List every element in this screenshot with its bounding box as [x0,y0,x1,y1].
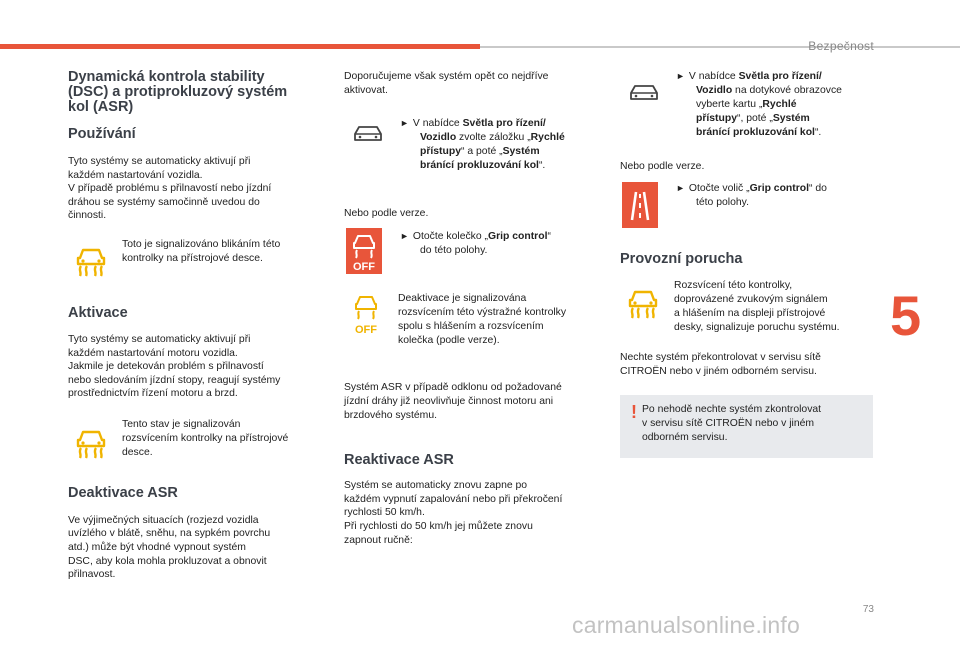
deactivation-text-line: atd.) může být vhodné vypnout systém [68,542,246,553]
chapter-number: 5 [890,284,922,347]
intro-line: Doporučujeme však systém opět co nejdříve [344,71,549,82]
road-lanes-icon [622,182,658,228]
activation-icon-text: desce. [122,447,153,458]
deact-signal-line: Deaktivace je signalizována [398,293,527,304]
traction-warning-icon [626,284,660,320]
header-divider [480,46,960,48]
deact-signal-line: spolu s hlášením a rozsvícením [398,321,544,332]
asr-note-line: jízdní dráhy již neovlivňuje činnost motoru ani [344,396,554,407]
check-line: CITROËN nebo v jiném odborném servisu. [620,366,817,377]
activation-icon-text: Tento stav je signalizován [122,419,241,430]
traction-warning-icon [74,242,108,278]
activation-text-line: Jakmile je detekován problém s přilnavostí [68,361,264,372]
react-line: zapnout ručně: [344,535,413,546]
fault-icon-line: Rozsvícení této kontrolky, [674,280,793,291]
page-title-line3: kol (ASR) [68,99,134,115]
usage-text-line: Tyto systémy se automaticky aktivují při [68,156,251,167]
deactivation-text-line: uvízlého v blátě, sněhu, na sypkém povrchu [68,528,271,539]
usage-heading: Používání [68,126,136,142]
usage-text-line: V případě problému s přilnavostí nebo jízdní [68,183,272,194]
warning-exclamation-icon: ! [631,402,637,422]
deactivation-text-line: Ve výjimečných situacích (rozjezd vozidla [68,515,259,526]
check-line: Nechte systém překontrolovat v servisu sítě [620,352,821,363]
activation-text-line: Tyto systémy se automaticky aktivují při [68,334,251,345]
grip-step-line: této polohy. [696,197,749,208]
usage-text-line: činnosti. [68,210,107,221]
asr-note-line: brzdového systému. [344,410,437,421]
watermark-text: carmanualsonline.info [572,612,800,638]
deactivation-heading: Deaktivace ASR [68,485,178,501]
deact-signal-line: rozsvícením této výstražné kontrolky [398,307,567,318]
react-line: každém vypnutí zapalování nebo při překročení [344,494,563,505]
menu-step-line: Vozidlo zvolte záložku „Rychlé [420,132,565,143]
or-version-text: Nebo podle verze. [344,208,429,219]
menu-step-line: Vozidlo na dotykové obrazovce [696,85,842,96]
usage-text-line: každém nastartování vozidla. [68,170,203,181]
activation-text-line: prostřednictvím řízení motoru a brzd. [68,388,238,399]
traction-warning-icon [74,424,108,460]
react-line: rychlosti 50 km/h. [344,507,425,518]
grip-step-line: ► Otočte volič „Grip control“ do [676,183,827,194]
fault-icon-line: a hlášením na displeji přístrojové [674,308,826,319]
off-label-warning: OFF [355,324,377,336]
menu-step-line: bránící prokluzování kol“. [420,160,546,171]
fault-icon-line: doprovázené zvukovým signálem [674,294,828,305]
step-arrow-icon: ► [676,183,685,193]
fault-icon-line: desky, signalizuje poruchu systému. [674,322,840,333]
usage-text-line: dráhou se systémy samočinně uvedou do [68,197,260,208]
menu-step-line: ► V nabídce Světla pro řízení/ [400,118,546,129]
header-accent-bar [0,44,480,49]
asr-note-line: Systém ASR v případě odklonu od požadované [344,382,562,393]
menu-step-line: ► V nabídce Světla pro řízení/ [676,71,822,82]
traction-off-icon [346,228,382,274]
grip-step-line: ► Otočte kolečko „Grip control“ [400,231,551,242]
deactivation-text-line: přilnavost. [68,569,116,580]
step-arrow-icon: ► [400,231,409,241]
activation-heading: Aktivace [68,305,128,321]
menu-step-line: přístupy“, poté „Systém [696,113,810,124]
step-arrow-icon: ► [676,71,685,81]
traction-off-badge [346,228,382,274]
deactivation-text-line: DSC, aby kola mohla prokluzovat a obnovit [68,556,267,567]
step-arrow-icon: ► [400,118,409,128]
deact-signal-line: kolečka (podle verze). [398,335,500,346]
section-label: Bezpečnost [808,39,874,53]
traction-off-warning-icon [352,290,380,336]
usage-icon-text: kontrolky na přístrojové desce. [122,253,263,264]
grip-step-line: do této polohy. [420,245,488,256]
fault-heading: Provozní porucha [620,251,743,267]
usage-icon-text: Toto je signalizováno blikáním této [122,239,281,250]
off-label: OFF [353,261,375,273]
page-title-line2: (DSC) a protiprokluzový systém [68,84,288,100]
activation-text-line: každém nastartování motoru vozidla. [68,348,238,359]
react-line: Při rychlosti do 50 km/h jej můžete znovu [344,521,533,532]
reactivation-heading: Reaktivace ASR [344,452,454,468]
activation-text-line: nebo sledováním jízdní stopy, reagují systémy [68,375,281,386]
page-title-line1: Dynamická kontrola stability [68,69,265,85]
react-line: Systém se automaticky znovu zapne po [344,480,528,491]
note-line: odborném servisu. [642,432,728,443]
vehicle-menu-icon [352,124,384,144]
activation-icon-text: rozsvícením kontrolky na přístrojové [122,433,289,444]
vehicle-menu-icon [628,83,660,103]
page-number: 73 [862,604,874,615]
menu-step-line: bránící prokluzování kol“. [696,127,822,138]
note-line: Po nehodě nechte systém zkontrolovat [642,404,822,415]
intro-line: aktivovat. [344,85,388,96]
note-line: v servisu sítě CITROËN nebo v jiném [642,418,815,429]
or-version-text: Nebo podle verze. [620,161,705,172]
grip-control-badge [622,182,658,228]
menu-step-line: přístupy“ a poté „Systém [420,146,540,157]
menu-step-line: vyberte kartu „Rychlé [696,99,797,110]
